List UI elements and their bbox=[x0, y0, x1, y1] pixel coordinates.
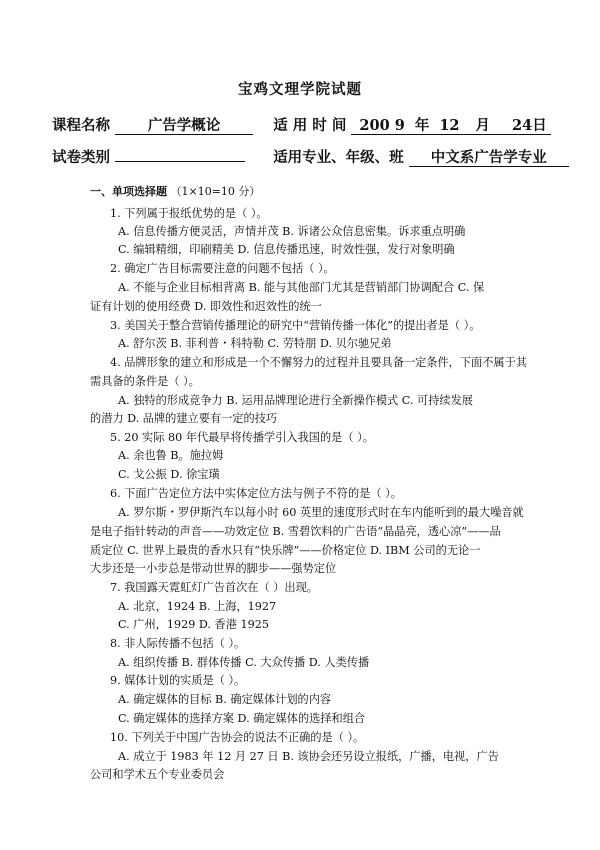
question-line: 公司和学术五个专业委员会 bbox=[90, 768, 225, 781]
question-line: A. 信息传播方便灵活，声情并茂 B. 诉诸公众信息密集。诉求重点明确 bbox=[118, 225, 466, 238]
question-line: A. 成立于 1983 年 12 月 27 日 B. 该协会还另设立报纸，广播，电视，广告 bbox=[118, 750, 499, 763]
question-line: 1. 下列属于报纸优势的是（ ）。 bbox=[110, 207, 268, 220]
question-line: A. 北京，1924 B. 上海，1927 bbox=[118, 600, 277, 613]
question-line: A. 组织传播 B. 群体传播 C. 大众传播 D. 人类传播 bbox=[118, 656, 370, 669]
question-line: 质定位 C. 世界上最贵的香水只有“快乐牌”——价格定位 D. IBM 公司的无论一 bbox=[90, 544, 481, 557]
date-year: 200 9 bbox=[359, 117, 405, 134]
major-label: 适用专业、年级、班 bbox=[273, 149, 404, 166]
date-day: 24 bbox=[512, 117, 533, 134]
date-month-unit: 月 bbox=[475, 117, 490, 134]
question-line: 3. 美国关于整合营销传播理论的研究中“营销传播一体化”的提出者是（ ）。 bbox=[110, 319, 481, 332]
question-line: A. 余也鲁 B。施拉姆 bbox=[118, 449, 224, 462]
question-line: C. 编辑精细，印刷精美 D. 信息传播迅速，时效性强，发行对象明确 bbox=[118, 243, 455, 256]
date-day-unit: 日 bbox=[532, 117, 547, 134]
paper-type-label: 试卷类别 bbox=[52, 149, 110, 166]
question-line: 2. 确定广告目标需要注意的问题不包括（ ）。 bbox=[110, 262, 335, 275]
course-row bbox=[52, 114, 551, 135]
date-month: 12 bbox=[439, 117, 460, 134]
section-heading bbox=[90, 183, 260, 199]
paper-type-value bbox=[115, 144, 245, 162]
major-value: 中文系广告学专业 bbox=[409, 149, 569, 167]
question-line: 6. 下面广告定位方法中实体定位方法与例子不符的是（ ）。 bbox=[110, 487, 402, 500]
question-line: C. 确定媒体的选择方案 D. 确定媒体的选择和组合 bbox=[118, 712, 366, 725]
question-line: 是电子指针转动的声音——功效定位 B. 雪碧饮料的广告语“晶晶亮，透心凉”——品 bbox=[90, 525, 501, 538]
exam-title: 宝鸡文理学院试题 bbox=[238, 81, 362, 98]
question-line: A. 确定媒体的目标 B. 确定媒体计划的内容 bbox=[118, 693, 332, 706]
question-line: A. 罗尔斯・罗伊斯汽车以每小时 60 英里的速度形式时在车内能听到的最大噪音就 bbox=[118, 506, 524, 519]
question-line: 需具备的条件是（ ）。 bbox=[90, 375, 200, 388]
course-label: 课程名称 bbox=[52, 117, 110, 134]
question-line: 9. 媒体计划的实质是（ ）。 bbox=[110, 674, 246, 687]
question-line: A. 舒尔茨 B. 菲利普・科特勒 C. 劳特朋 D. 贝尔驰兄弟 bbox=[118, 337, 392, 350]
question-line: 8. 非人际传播不包括（ ）。 bbox=[110, 637, 246, 650]
question-line: C. 广州，1929 D. 香港 1925 bbox=[118, 618, 269, 631]
question-line: 的潜力 D. 品牌的建立要有一定的技巧 bbox=[90, 412, 278, 425]
question-line: 证有计划的使用经费 D. 即效性和迟效性的统一 bbox=[90, 300, 322, 313]
question-line: 5. 20 实际 80 年代最早将传播学引入我国的是（ ）。 bbox=[110, 431, 374, 444]
section-score: （1×10=10 分） bbox=[170, 185, 261, 198]
question-line: A. 独特的形成竞争力 B. 运用品牌理论进行全新操作模式 C. 可持续发展 bbox=[118, 394, 473, 407]
date-year-unit: 年 bbox=[414, 117, 430, 134]
question-line: C. 戈公振 D. 徐宝璜 bbox=[118, 468, 220, 481]
section-title: 一、单项选择题 bbox=[90, 185, 167, 198]
question-line: 7. 我国露天霓虹灯广告首次在（ ）出现。 bbox=[110, 581, 318, 594]
question-line: A. 不能与企业目标相背离 B. 能与其他部门尤其是营销部门协调配合 C. 保 bbox=[118, 281, 485, 294]
question-line: 大步还是一小步总是带动世界的脚步——强势定位 bbox=[90, 562, 337, 575]
question-line: 4. 品牌形象的建立和形成是一个不懈努力的过程并且要具备一定条件，下面不属于其 bbox=[110, 356, 527, 369]
question-line: 10. 下列关于中国广告协会的说法不正确的是（ ）。 bbox=[110, 731, 365, 744]
course-value: 广告学概论 bbox=[115, 117, 253, 135]
time-label: 适 用 时 间 bbox=[273, 117, 347, 134]
date-field bbox=[351, 117, 551, 135]
paper-type-row bbox=[52, 144, 569, 167]
